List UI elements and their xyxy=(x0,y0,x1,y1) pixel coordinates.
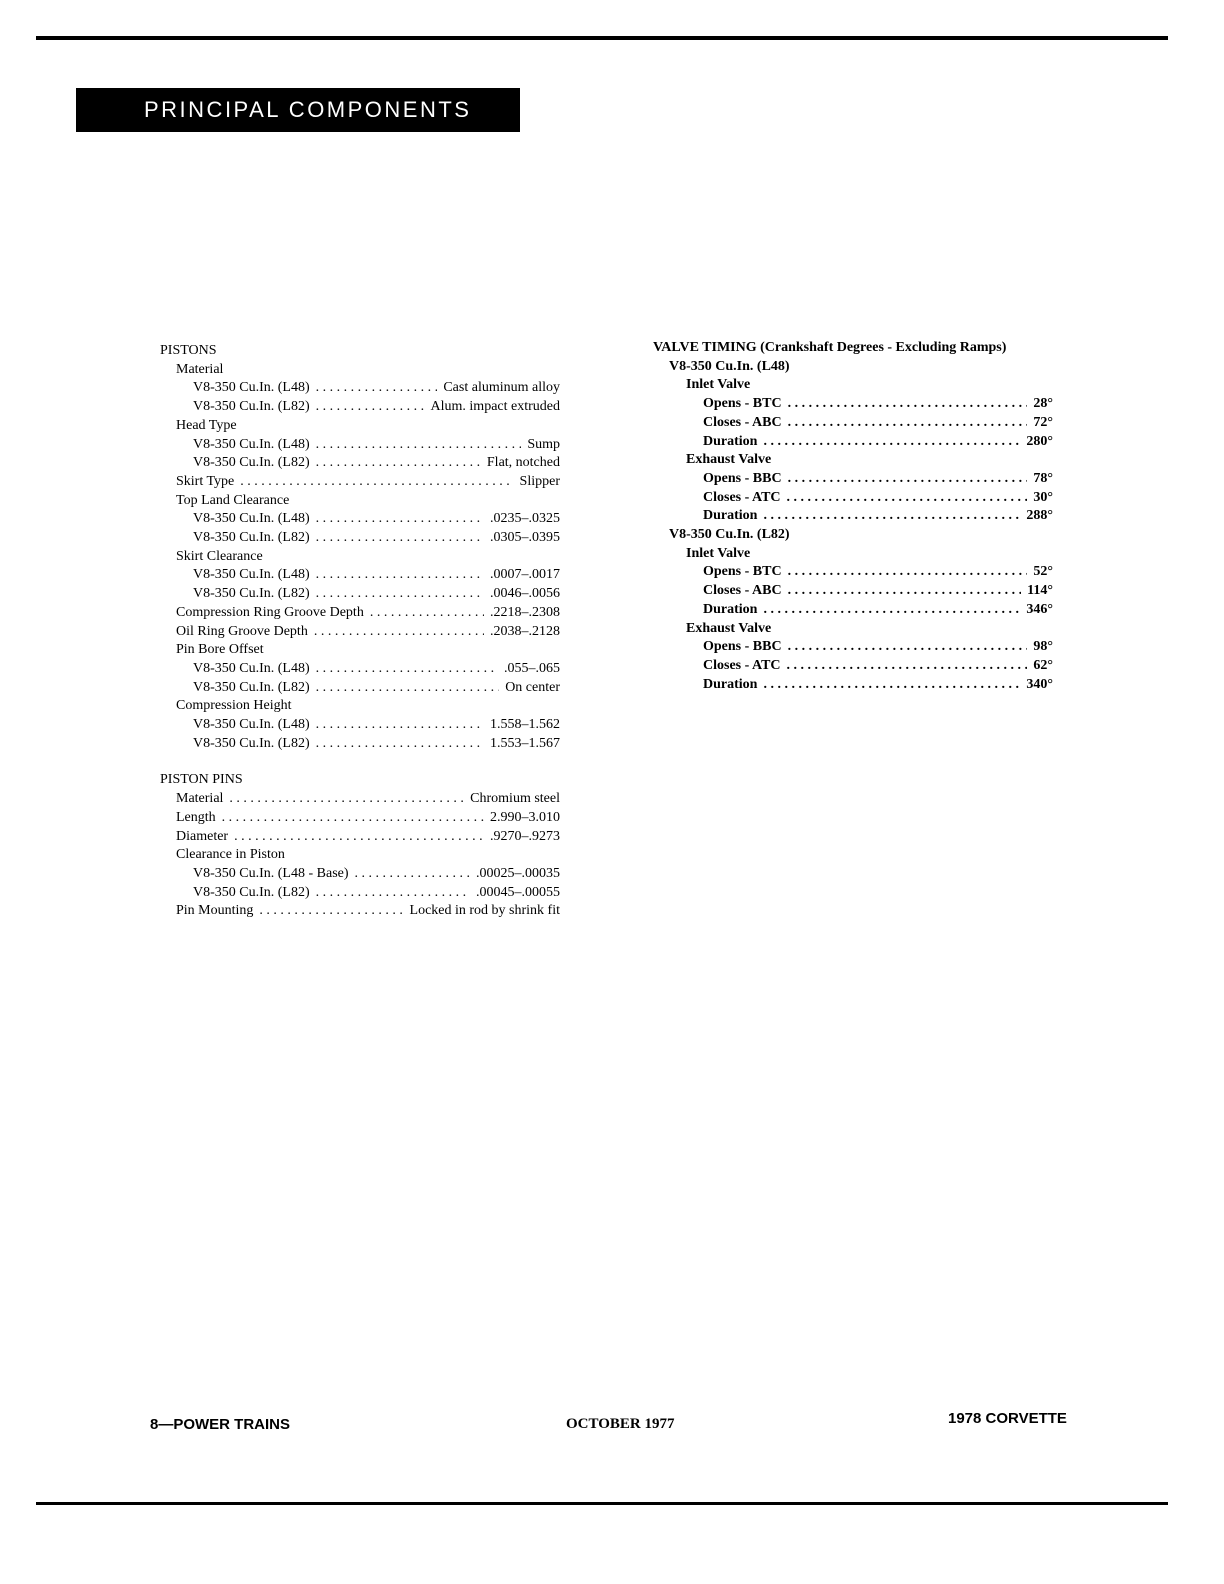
bottom-rule xyxy=(36,1502,1168,1505)
valve-timing-column xyxy=(653,339,1053,694)
top-rule xyxy=(36,36,1168,40)
spec-row: Closes - ATC . . . 62° xyxy=(653,657,1053,676)
spec-row: V8-350 Cu.In. (L48) . . . .0007–.0017 xyxy=(160,566,560,585)
spec-row-compression-ring: Compression Ring Groove Depth . . . .2218–.2308 xyxy=(160,604,560,623)
section-title: PRINCIPAL COMPONENTS xyxy=(76,88,520,132)
valve-timing-heading: VALVE TIMING (Crankshaft Degrees - Excluding Ramps) xyxy=(653,340,1007,355)
subheading-exhaust-valve: Exhaust Valve xyxy=(686,452,772,468)
spec-row: Opens - BTC . . . 52° xyxy=(653,563,1053,582)
footer-date: OCTOBER 1977 xyxy=(566,1416,675,1432)
subheading-exhaust-valve: Exhaust Valve xyxy=(686,620,772,636)
spec-row: V8-350 Cu.In. (L82) . . . 1.553–1.567 xyxy=(160,735,560,754)
subheading-head-type: Head Type xyxy=(176,417,237,433)
spec-row: V8-350 Cu.In. (L82) . . . Alum. impact extruded xyxy=(160,398,560,417)
subheading-skirt-clearance: Skirt Clearance xyxy=(176,548,263,564)
spec-row: Closes - ATC . . . 30° xyxy=(653,489,1053,508)
spec-row: V8-350 Cu.In. (L48) . . . 1.558–1.562 xyxy=(160,716,560,735)
spec-row: V8-350 Cu.In. (L48) . . . Cast aluminum alloy xyxy=(160,379,560,398)
spec-row-pin-material: Material . . . Chromium steel xyxy=(160,790,560,809)
spec-row: V8-350 Cu.In. (L82) . . . .0305–.0395 xyxy=(160,529,560,548)
spec-row: V8-350 Cu.In. (L82) . . . .0046–.0056 xyxy=(160,585,560,604)
subheading-pin-bore: Pin Bore Offset xyxy=(176,642,264,658)
spec-row: V8-350 Cu.In. (L48) . . . .0235–.0325 xyxy=(160,510,560,529)
spec-row: V8-350 Cu.In. (L48) . . . .055–.065 xyxy=(160,660,560,679)
subheading-inlet-valve: Inlet Valve xyxy=(686,545,751,561)
spec-row: V8-350 Cu.In. (L82) . . . On center xyxy=(160,679,560,698)
spec-row: Closes - ABC . . . 114° xyxy=(653,582,1053,601)
spec-row: Opens - BTC . . . 28° xyxy=(653,395,1053,414)
subheading-compression-height: Compression Height xyxy=(176,698,292,714)
spec-row-pin-mounting: Pin Mounting . . . Locked in rod by shrink fit xyxy=(160,902,560,921)
subheading-inlet-valve: Inlet Valve xyxy=(686,377,751,393)
spec-row-skirt-type: Skirt Type . . . Slipper xyxy=(160,473,560,492)
engine-heading-l82: V8-350 Cu.In. (L82) xyxy=(669,527,790,543)
spec-row: Closes - ABC . . . 72° xyxy=(653,414,1053,433)
spec-row: Duration . . . 280° xyxy=(653,433,1053,452)
spec-row-pin-diameter: Diameter . . . .9270–.9273 xyxy=(160,828,560,847)
engine-heading-l48: V8-350 Cu.In. (L48) xyxy=(669,358,790,374)
spec-row: Opens - BBC . . . 98° xyxy=(653,638,1053,657)
footer-section: 8—POWER TRAINS xyxy=(150,1416,291,1433)
spec-row: V8-350 Cu.In. (L82) . . . Flat, notched xyxy=(160,454,560,473)
spec-row: Duration . . . 340° xyxy=(653,676,1053,695)
spec-row: Duration . . . 346° xyxy=(653,601,1053,620)
subheading-pin-clearance: Clearance in Piston xyxy=(176,847,285,863)
piston-pins-heading: PISTON PINS xyxy=(160,772,243,788)
subheading-top-land: Top Land Clearance xyxy=(176,492,290,508)
pistons-heading: PISTONS xyxy=(160,343,217,358)
spec-row-oil-ring: Oil Ring Groove Depth . . . .2038–.2128 xyxy=(160,623,560,642)
spec-row-pin-length: Length . . . 2.990–3.010 xyxy=(160,809,560,828)
subheading-material: Material xyxy=(176,361,224,377)
spec-row: Opens - BBC . . . 78° xyxy=(653,470,1053,489)
spec-row: Duration . . . 288° xyxy=(653,507,1053,526)
footer-model: 1978 CORVETTE xyxy=(948,1410,1067,1427)
pistons-spec-column xyxy=(160,342,560,921)
spec-row: V8-350 Cu.In. (L48 - Base) . . . .00025–.00035 xyxy=(160,865,560,884)
spec-row: V8-350 Cu.In. (L48) . . . Sump xyxy=(160,436,560,455)
spec-row: V8-350 Cu.In. (L82) . . . .00045–.00055 xyxy=(160,884,560,903)
